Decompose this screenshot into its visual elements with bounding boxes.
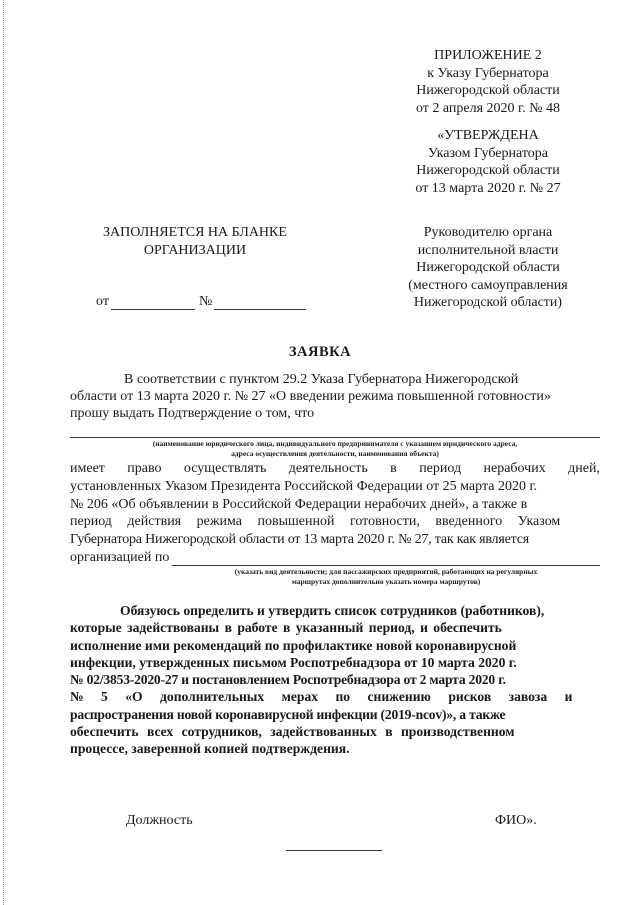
body-line-3: № 206 «Об объявлении в Российской Федерации нерабочих дней», а также в [70,496,528,512]
activity-hint-line-1: (указать вид деятельности; для пассажирских предприятий, работающих на регулярных [234,567,538,576]
word: право [127,461,162,476]
word: нерабочих [483,461,546,476]
appendix-line: к Указу Губернатора [427,65,549,81]
body-line-6: организацией по [70,549,170,565]
document-title: ЗАЯВКА [288,344,352,360]
position-label: Должность [126,813,193,828]
pledge-line: распространения новой коронавирусной инфекции (2019-ncov)», а также [70,706,506,722]
pledge-line: № 5 «О дополнительных мерах по снижению рисков завоза и [70,689,573,705]
approved-line: от 13 марта 2020 г. № 27 [415,180,561,196]
pledge-line: которые задействованы в работе в указанный период, и обеспечить [70,620,502,636]
number-label: № [199,294,213,309]
organization-hint-line-2: адреса осуществления деятельности, наименования объекта) [231,448,439,458]
appendix-block [383,47,593,117]
recipient-block [378,224,598,312]
scan-edge [3,0,4,905]
approved-line: Нижегородской области [416,163,560,178]
approved-line: «УТВЕРЖДЕНА [437,128,539,143]
pledge-line: инфекции, утвержденных письмом Роспотребнадзора от 10 марта 2020 г. [70,654,517,670]
body-line-2: установленных Указом Президента Российской Федерации от 25 марта 2020 г. [70,478,538,494]
approved-line: Указом Губернатора [427,145,549,161]
pledge-paragraph [70,602,600,758]
pledge-line: Обязуюсь определить и утвердить список сотрудников (работников), [120,603,545,618]
signature-line[interactable] [286,850,382,851]
body-line-1 [70,460,600,478]
activity-hint-line-2: маршрутах дополнительно указать номера маршрутов) [291,576,481,586]
organization-fill-line[interactable] [70,437,600,438]
recipient-line: Нижегородской области [416,260,560,275]
appendix-line: ПРИЛОЖЕНИЕ 2 [434,48,542,63]
date-blank[interactable] [111,309,195,310]
activity-fill-line[interactable] [172,565,600,566]
date-label: от [96,294,109,309]
intro-paragraph [70,371,600,423]
body-line-4: период действия режима повышенной готовности, введенного Указом [70,514,561,530]
body-line-5: Губернатора Нижегородской области от 13 марта 2020 г. № 27, так как является [70,532,529,548]
word: осуществлять [183,461,267,476]
blank-note-line: ОРГАНИЗАЦИИ [143,242,247,258]
appendix-line: от 2 апреля 2020 г. № 48 [415,100,561,116]
intro-line-1: В соответствии с пунктом 29.2 Указа Губернатора Нижегородской [124,372,519,387]
intro-line-2: области от 13 марта 2020 г. № 27 «О введении режима повышенной готовности» [70,389,551,405]
intro-line-3: прошу выдать Подтверждение о том, что [70,406,315,422]
word: дней, [568,461,600,476]
activity-hint [172,567,600,586]
word: имеет [70,461,105,476]
recipient-line: Нижегородской области) [413,295,563,310]
pledge-line: № 02/3853-2020-27 и постановлением Роспотребнадзора от 2 марта 2020 г. [70,672,506,688]
pledge-line: обеспечить всех сотрудников, задействованных в производственном [70,724,515,740]
blank-note-line: ЗАПОЛНЯЕТСЯ НА БЛАНКЕ [103,225,287,240]
blank-note [80,224,310,259]
organization-hint [70,439,600,458]
word: в [390,461,397,476]
organization-hint-line-1: (наименование юридического лица, индивидуального предпринимателя с указанием юридического адреса, [152,439,518,448]
recipient-line: Руководителю органа [423,225,553,240]
number-blank[interactable] [214,309,306,310]
word: деятельность [288,461,368,476]
recipient-line: (местного самоуправления [408,277,568,293]
pledge-line: процессе, заверенной копией подтверждения. [70,741,350,757]
body-paragraph [70,460,600,567]
approved-block [383,127,593,197]
appendix-line: Нижегородской области [416,83,560,98]
fio-label: ФИО». [495,813,537,828]
pledge-line: исполнение ими рекомендаций по профилактике новой коронавирусной [70,637,517,653]
recipient-line: исполнительной власти [417,242,559,258]
word: период [419,461,462,476]
date-number-field [96,294,316,312]
